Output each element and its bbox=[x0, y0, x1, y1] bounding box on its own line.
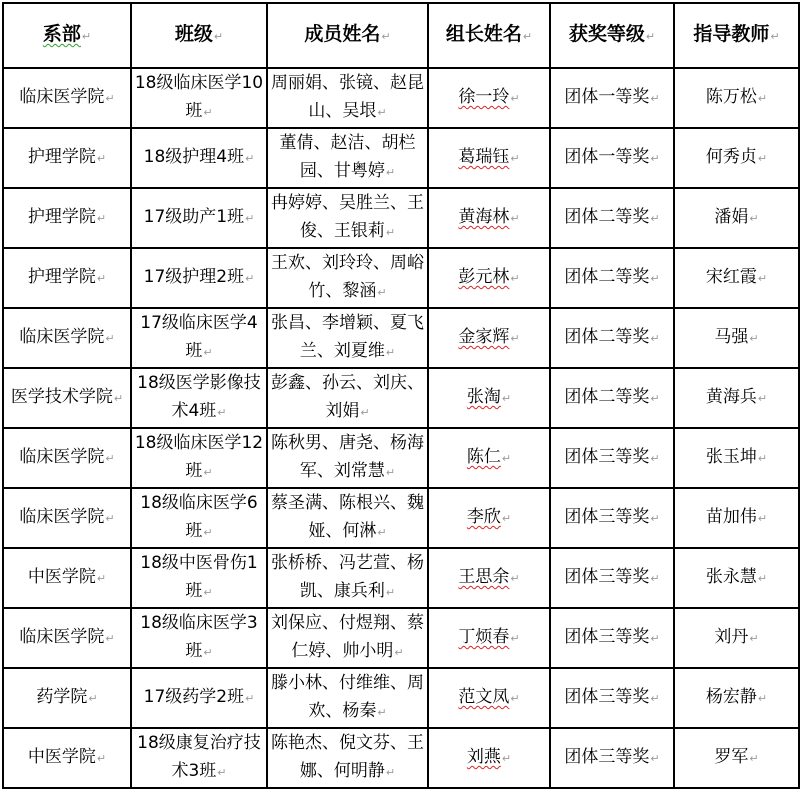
members-cell: 冉婷婷、吴胜兰、王俊、王银莉↵ bbox=[267, 188, 428, 248]
table-body bbox=[3, 68, 799, 788]
members-cell: 滕小林、付维维、周欢、杨秦↵ bbox=[267, 668, 428, 728]
class-cell: 17级护理2班↵ bbox=[131, 248, 267, 308]
department-cell: 临床医学院↵ bbox=[3, 308, 131, 368]
class-cell: 18级临床医学3班↵ bbox=[131, 608, 267, 668]
header-class: 班级↵ bbox=[131, 3, 267, 68]
members-cell: 陈艳杰、倪文芬、王娜、何明静↵ bbox=[267, 728, 428, 788]
header-leader: 组长姓名↵ bbox=[428, 3, 550, 68]
leader-cell: 彭元林↵ bbox=[428, 248, 550, 308]
members-cell: 周丽娟、张镜、赵昆山、吴垠↵ bbox=[267, 68, 428, 128]
class-cell: 18级医学影像技术4班↵ bbox=[131, 368, 267, 428]
leader-cell: 王思余↵ bbox=[428, 548, 550, 608]
members-cell: 张昌、李增颖、夏飞兰、刘夏维↵ bbox=[267, 308, 428, 368]
members-cell: 董倩、赵洁、胡栏园、甘粤婷↵ bbox=[267, 128, 428, 188]
header-row bbox=[3, 3, 799, 68]
members-cell: 陈秋男、唐尧、杨海军、刘常慧↵ bbox=[267, 428, 428, 488]
table-row bbox=[3, 68, 799, 128]
award-level-cell: 团体三等奖↵ bbox=[550, 428, 674, 488]
class-cell: 17级药学2班↵ bbox=[131, 668, 267, 728]
table-row bbox=[3, 668, 799, 728]
class-cell: 18级临床医学6班↵ bbox=[131, 488, 267, 548]
department-cell: 药学院↵ bbox=[3, 668, 131, 728]
leader-cell: 黄海林↵ bbox=[428, 188, 550, 248]
class-cell: 18级中医骨伤1班↵ bbox=[131, 548, 267, 608]
table-row bbox=[3, 308, 799, 368]
leader-cell: 葛瑞钰↵ bbox=[428, 128, 550, 188]
leader-cell: 陈仁↵ bbox=[428, 428, 550, 488]
table-row bbox=[3, 488, 799, 548]
award-level-cell: 团体一等奖↵ bbox=[550, 68, 674, 128]
award-level-cell: 团体二等奖↵ bbox=[550, 188, 674, 248]
leader-cell: 刘燕↵ bbox=[428, 728, 550, 788]
advisor-cell: 宋红霞↵ bbox=[674, 248, 799, 308]
class-cell: 18级临床医学10班↵ bbox=[131, 68, 267, 128]
header-award-level: 获奖等级↵ bbox=[550, 3, 674, 68]
table-row bbox=[3, 248, 799, 308]
department-cell: 护理学院↵ bbox=[3, 128, 131, 188]
department-cell: 护理学院↵ bbox=[3, 248, 131, 308]
award-level-cell: 团体一等奖↵ bbox=[550, 128, 674, 188]
department-cell: 临床医学院↵ bbox=[3, 68, 131, 128]
leader-cell: 范文凤↵ bbox=[428, 668, 550, 728]
members-cell: 蔡圣满、陈根兴、魏娅、何淋↵ bbox=[267, 488, 428, 548]
table-row bbox=[3, 368, 799, 428]
advisor-cell: 罗军↵ bbox=[674, 728, 799, 788]
award-level-cell: 团体二等奖↵ bbox=[550, 308, 674, 368]
advisor-cell: 潘娟↵ bbox=[674, 188, 799, 248]
header-advisor: 指导教师↵ bbox=[674, 3, 799, 68]
table-row bbox=[3, 608, 799, 668]
members-cell: 张桥桥、冯艺萱、杨凯、康兵利↵ bbox=[267, 548, 428, 608]
award-level-cell: 团体二等奖↵ bbox=[550, 368, 674, 428]
department-cell: 中医学院↵ bbox=[3, 548, 131, 608]
table-row bbox=[3, 728, 799, 788]
advisor-cell: 张永慧↵ bbox=[674, 548, 799, 608]
advisor-cell: 何秀贞↵ bbox=[674, 128, 799, 188]
table-row bbox=[3, 128, 799, 188]
class-cell: 18级临床医学12班↵ bbox=[131, 428, 267, 488]
class-cell: 18级护理4班↵ bbox=[131, 128, 267, 188]
awards-table bbox=[2, 2, 800, 789]
award-level-cell: 团体二等奖↵ bbox=[550, 248, 674, 308]
award-level-cell: 团体三等奖↵ bbox=[550, 668, 674, 728]
award-level-cell: 团体三等奖↵ bbox=[550, 608, 674, 668]
leader-cell: 金家辉↵ bbox=[428, 308, 550, 368]
leader-cell: 徐一玲↵ bbox=[428, 68, 550, 128]
class-cell: 17级临床医学4班↵ bbox=[131, 308, 267, 368]
leader-cell: 张淘↵ bbox=[428, 368, 550, 428]
members-cell: 刘保应、付煜翔、蔡仁婷、帅小明↵ bbox=[267, 608, 428, 668]
department-cell: 临床医学院↵ bbox=[3, 608, 131, 668]
department-cell: 临床医学院↵ bbox=[3, 488, 131, 548]
department-cell: 中医学院↵ bbox=[3, 728, 131, 788]
leader-cell: 李欣↵ bbox=[428, 488, 550, 548]
award-level-cell: 团体三等奖↵ bbox=[550, 488, 674, 548]
table-row bbox=[3, 188, 799, 248]
advisor-cell: 陈万松↵ bbox=[674, 68, 799, 128]
class-cell: 18级康复治疗技术3班↵ bbox=[131, 728, 267, 788]
advisor-cell: 苗加伟↵ bbox=[674, 488, 799, 548]
table-row bbox=[3, 428, 799, 488]
department-cell: 护理学院↵ bbox=[3, 188, 131, 248]
advisor-cell: 黄海兵↵ bbox=[674, 368, 799, 428]
advisor-cell: 杨宏静↵ bbox=[674, 668, 799, 728]
department-cell: 医学技术学院↵ bbox=[3, 368, 131, 428]
table-row bbox=[3, 548, 799, 608]
members-cell: 王欢、刘玲玲、周峪竹、黎涵↵ bbox=[267, 248, 428, 308]
advisor-cell: 马强↵ bbox=[674, 308, 799, 368]
header-members: 成员姓名↵ bbox=[267, 3, 428, 68]
award-level-cell: 团体三等奖↵ bbox=[550, 548, 674, 608]
class-cell: 17级助产1班↵ bbox=[131, 188, 267, 248]
award-level-cell: 团体三等奖↵ bbox=[550, 728, 674, 788]
advisor-cell: 刘丹↵ bbox=[674, 608, 799, 668]
department-cell: 临床医学院↵ bbox=[3, 428, 131, 488]
advisor-cell: 张玉坤↵ bbox=[674, 428, 799, 488]
leader-cell: 丁烦春↵ bbox=[428, 608, 550, 668]
header-department: 系部↵ bbox=[3, 3, 131, 68]
members-cell: 彭鑫、孙云、刘庆、刘娟↵ bbox=[267, 368, 428, 428]
